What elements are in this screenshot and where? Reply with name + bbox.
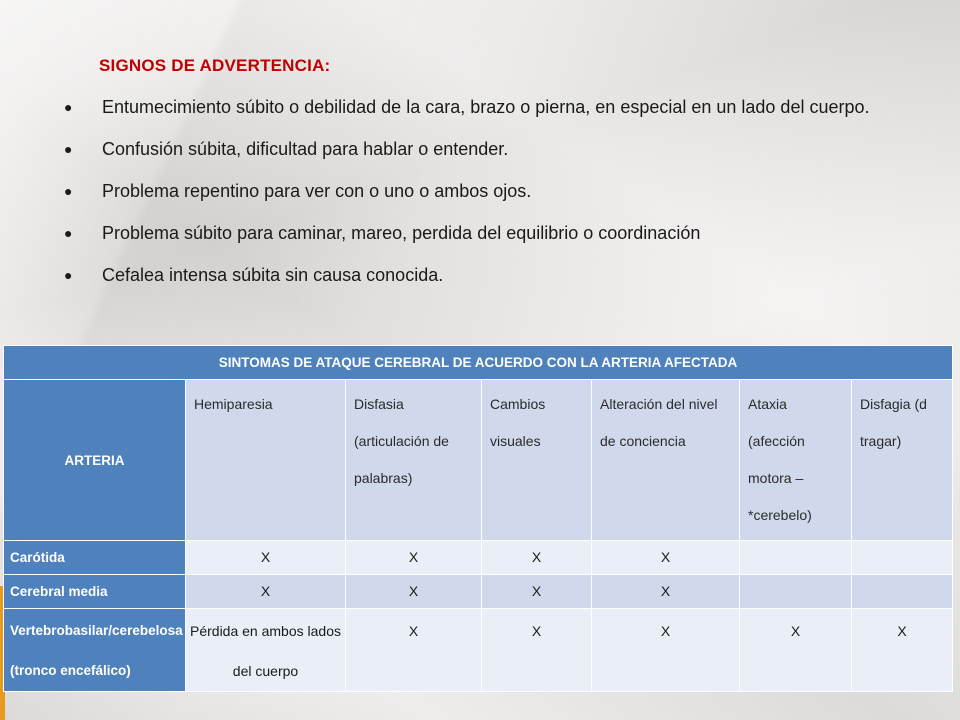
list-item-text: Entumecimiento súbito o debilidad de la cara, brazo o pierna, en especial en un lado del cuerpo. — [102, 97, 870, 117]
warning-signs-list — [64, 86, 924, 296]
list-item-text: Problema repentino para ver con o uno o ambos ojos. — [102, 181, 532, 201]
list-item — [64, 212, 924, 254]
table-cell: X — [592, 541, 740, 575]
table-title: SINTOMAS DE ATAQUE CEREBRAL DE ACUERDO CON LA ARTERIA AFECTADA — [4, 346, 953, 380]
table-cell: X — [740, 609, 852, 692]
table-cell: X — [852, 609, 953, 692]
table-cell: X — [186, 541, 346, 575]
row-label: Vertebrobasilar/cerebelosa (tronco encefálico) — [4, 609, 186, 692]
table-cell: Pérdida en ambos lados del cuerpo — [186, 609, 346, 692]
bullet-icon: ● — [64, 225, 73, 241]
list-item — [64, 128, 924, 170]
table-cell: X — [482, 609, 592, 692]
table-cell — [740, 541, 852, 575]
table-cell: X — [592, 575, 740, 609]
bullet-icon: ● — [64, 183, 73, 199]
table-cell: X — [346, 575, 482, 609]
table-cell: X — [346, 541, 482, 575]
table-cell: X — [482, 541, 592, 575]
table-cell: X — [186, 575, 346, 609]
table-row — [4, 609, 953, 692]
column-header: Disfasia (articulación de palabras) — [346, 380, 482, 541]
table-title-row — [4, 346, 953, 380]
symptoms-table — [3, 345, 953, 692]
list-item — [64, 254, 924, 296]
row-label: Cerebral media — [4, 575, 186, 609]
table-row — [4, 575, 953, 609]
table-cell: X — [592, 609, 740, 692]
list-item-text: Cefalea intensa súbita sin causa conocida. — [102, 265, 444, 285]
table-header-row — [4, 380, 953, 541]
column-header: Hemiparesia — [186, 380, 346, 541]
list-item — [64, 86, 924, 128]
column-header: Alteración del nivel de conciencia — [592, 380, 740, 541]
column-header: ARTERIA — [4, 380, 186, 541]
table-row — [4, 541, 953, 575]
table-cell — [852, 541, 953, 575]
slide-title: SIGNOS DE ADVERTENCIA: — [99, 56, 331, 75]
table-cell: X — [346, 609, 482, 692]
column-header: Cambios visuales — [482, 380, 592, 541]
table-cell — [740, 575, 852, 609]
table-cell: X — [482, 575, 592, 609]
column-header: Disfagia (d tragar) — [852, 380, 953, 541]
bullet-icon: ● — [64, 99, 73, 115]
table-cell — [852, 575, 953, 609]
row-label: Carótida — [4, 541, 186, 575]
bullet-icon: ● — [64, 267, 73, 283]
bullet-icon: ● — [64, 141, 73, 157]
list-item-text: Problema súbito para caminar, mareo, perdida del equilibrio o coordinación — [102, 223, 701, 243]
list-item — [64, 170, 924, 212]
list-item-text: Confusión súbita, dificultad para hablar o entender. — [102, 139, 509, 159]
column-header: Ataxia (afección motora – *cerebelo) — [740, 380, 852, 541]
